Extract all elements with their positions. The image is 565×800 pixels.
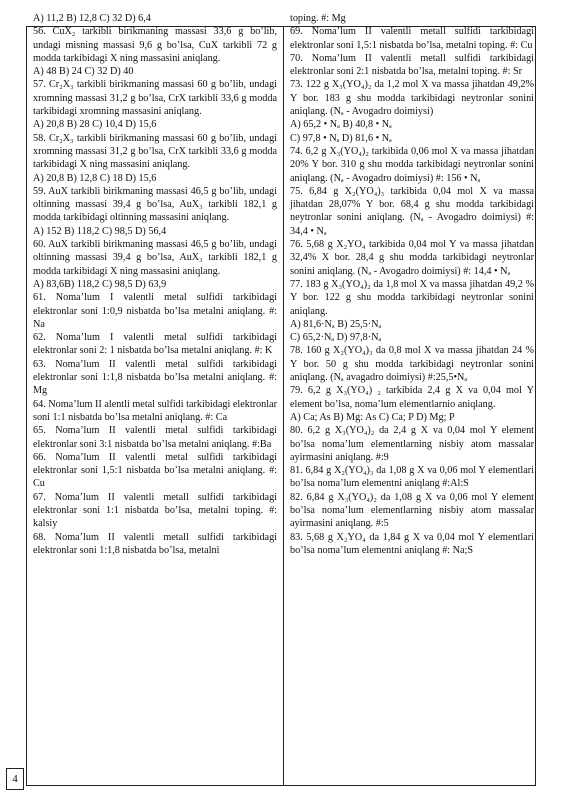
question-67: 67. Noma’lum II valentli metall sulfidi tarkibidagi elektronlar soni 1:1 nisbatda bo’lsa, metalni toping. #: kalsiy [33,491,277,530]
right-column [290,12,534,557]
question-77: 77. 183 g X₃(YO₄)₂ da 1,8 mol X va massa jihatdan 49,2 % Y bor. 122 g shu modda tarkibidagi neytronlar sonini aniqlang. [290,278,534,317]
answer-options: A) 20,8 B) 12,8 C) 18 D) 15,6 [33,172,157,184]
answer-options: A) Ca; As B) Mg: As C) Ca; P D) Mg; P [290,411,455,423]
left-column [33,12,277,557]
answer-options: A) 152 B) 118,2 C) 98,5 D) 56,4 [33,225,167,237]
question-56: 56. CuX₂ tarkibli birikmaning massasi 33,6 g bo’lib, undagi misning massasi 9,6 g bo’lsa, CuX tarkibli 72 g modda tarkibidagi X ning massasini aniqlang. [33,26,277,64]
question-76: 76. 5,68 g X₂YO₄ tarkibida 0,04 mol Y va massa jihatdan 32,4% X bor. 28,4 g shu modda tarkibidagi neytronlar sonini aniqlang. (Nₐ - Avogadro doimiysi) #: 14,4 • Nₐ [290,239,534,277]
question-83: 83. 5,68 g X₂YO₄ da 1,84 g X va 0,04 mol Y elementlari bo’lsa noma’lum elementni aniqlang #: Na;S [290,531,534,556]
answer-options: C) 65,2·Nₐ D) 97,8·Nₐ [290,332,382,344]
question-74: 74. 6,2 g X₃(YO₄)₂ tarkibida 0,06 mol X va massa jihatdan 20% Y bor. 310 g shu modda tarkibidagi neytronlar sonini aniqlang. (Nₐ - Avogadro doimiysi) #: 156 • Nₐ [290,145,534,184]
question-57: 57. Cr₂X₃ tarkibli birikmaning massasi 60 g bo’lib, undagi xromning massasi 31,2 g bo’lsa, CrX tarkibli 33,6 g modda tarkibidagi xromning massasini aniqlang. [33,79,277,118]
question-58: 58. Cr₂X₃ tarkibli birikmaning massasi 60 g bo’lib, undagi xromning massasi 31,2 g bo’lsa, CrX tarkibli 33,6 g modda tarkibidagi X ning massasini aniqlang. [33,132,277,171]
question-68-continued: toping. #: Mg [290,13,346,24]
question-79: 79. 6,2 g X₃(YO₄) ₂ tarkibida 2,4 g X va 0,04 mol Y element bo’lsa, noma’lum elementlarnio aniqlang. [290,385,534,410]
question-82: 82. 6,84 g X₃(YO₄)₂ da 1,08 g X va 0,06 mol Y element bo’lsa noma’lum elementlarning nisbiy atom massalar ayirmasini aniqlang. #:5 [290,491,534,530]
question-60: 60. AuX tarkibli birikmaning massasi 46,5 g bo’lib, undagi oltinning massasi 39,4 g bo’lsa, AuX₃ tarkibli 182,1 g modda tarkibidagi X ning massasini aniqlang. [33,239,277,277]
column-divider [283,26,284,786]
page-number: 4 [6,768,24,790]
question-68: 68. Noma’lum II valentli metall sulfidi tarkibidagi elektronlar soni 1:1,8 nisbatda bo’lsa, metalni [33,531,277,556]
question-70: 70. Noma’lum II valentli metall sulfidi tarkibidagi elektronlar soni 2:1 nisbatda bo’lsa, metalni toping. #: Sr [290,52,534,78]
question-62: 62. Noma’lum I valentli metal sulfidi tarkibidagi elektronlar soni 2: 1 nisbatda bo’lsa metalni aniqlang. #: K [33,332,277,357]
question-65: 65. Noma’lum II valentli metal sulfidi tarkibidagi elektronlar soni 3:1 nisbatda bo’lsa metalni aniqlang. #:Ba [33,425,277,450]
question-63: 63. Noma’lum II valentli metal sulfidi tarkibidagi elektronlar soni 1:1,8 nisbatda bo’lsa metalni aniqlang. #: Mg [33,358,277,397]
question-69: 69. Noma’lum II valentli metall sulfidi tarkibidagi elektronlar soni 1,5:1 nisbatda bo’lsa, metalni toping. #: Cu [290,26,534,51]
question-80: 80. 6,2 g X₃(YO₄)₂ da 2,4 g X va 0,04 mol Y element bo’lsa noma’lum elementlarning nisbiy atom massalar ayirmasini aniqlang. #:9 [290,425,534,463]
question-75: 75. 6,84 g X₂(YO₄)₃ tarkibida 0,04 mol X va massa jihatdan 28,07% Y bor. 68,4 g shu modda tarkibidagi neytronlar sonini aniqlang. (Nₐ - Avogadro doimiysi) #: 34,4 • Nₐ [290,185,534,237]
question-78: 78. 160 g X₂(YO₄)₃ da 0,8 mol X va massa jihatdan 24 % Y bor. 50 g shu modda tarkibidagi neytronlar sonini aniqlang. (Nₐ avagadro doimiysi) #:25,5•Nₐ [290,345,534,384]
question-64: 64. Noma’lum II alentli metal sulfidi tarkibidagi elektronlar soni 1:1 nisbatda bo’lsa metalni aniqlang. #: Ca [33,398,277,423]
answer-options: A) 20,8 B) 28 C) 10,4 D) 15,6 [33,119,157,131]
question-59: 59. AuX tarkibli birikmaning massasi 46,5 g bo’lib, undagi oltinning massasi 39,4 g bo’lsa, AuX₃ tarkibli 182,1 g modda tarkibidagi oltinning massasini aniqlang. [33,185,277,224]
answer-options: A) 83,6B) 118,2 C) 98,5 D) 63,9 [33,278,167,290]
question-73: 73. 122 g X₃(YO₄)₂ da 1,2 mol X va massa jihatdan 49,2% Y bor. 183 g shu modda tarkibidagi neytronlar sonini aniqlang. (Nₐ - Avogadro doimiysi) [290,79,534,118]
question-66: 66. Noma’lum II valentli metal sulfidi tarkibidagi elektronlar soni 1,5:1 nisbatda bo’lsa metalni aniqlang. #: Cu [33,451,277,490]
answer-options: A) 65,2 • Nₐ B) 40,8 • Nₐ [290,119,392,131]
answer-options: A) 48 B) 24 C) 32 D) 40 [33,66,134,78]
question-61: 61. Noma’lum I valentli metal sulfidi tarkibidagi elektronlar soni 1:0,9 nisbatda bo’lsa metalni aniqlang. #: Na [33,292,277,330]
answer-options: A) 81,6·Nₐ B) 25,5·Nₐ [290,318,382,330]
answer-options: C) 97,8 • Nₐ D) 81,6 • Nₐ [290,132,392,144]
question-81: 81. 6,84 g X₂(YO₄)₃ da 1,08 g X va 0,06 mol Y elementlari bo’lsa noma’lum elementni aniqlang #:Al:S [290,465,534,490]
answer-options: A) 11,2 B) 12,8 C) 32 D) 6,4 [33,13,151,24]
